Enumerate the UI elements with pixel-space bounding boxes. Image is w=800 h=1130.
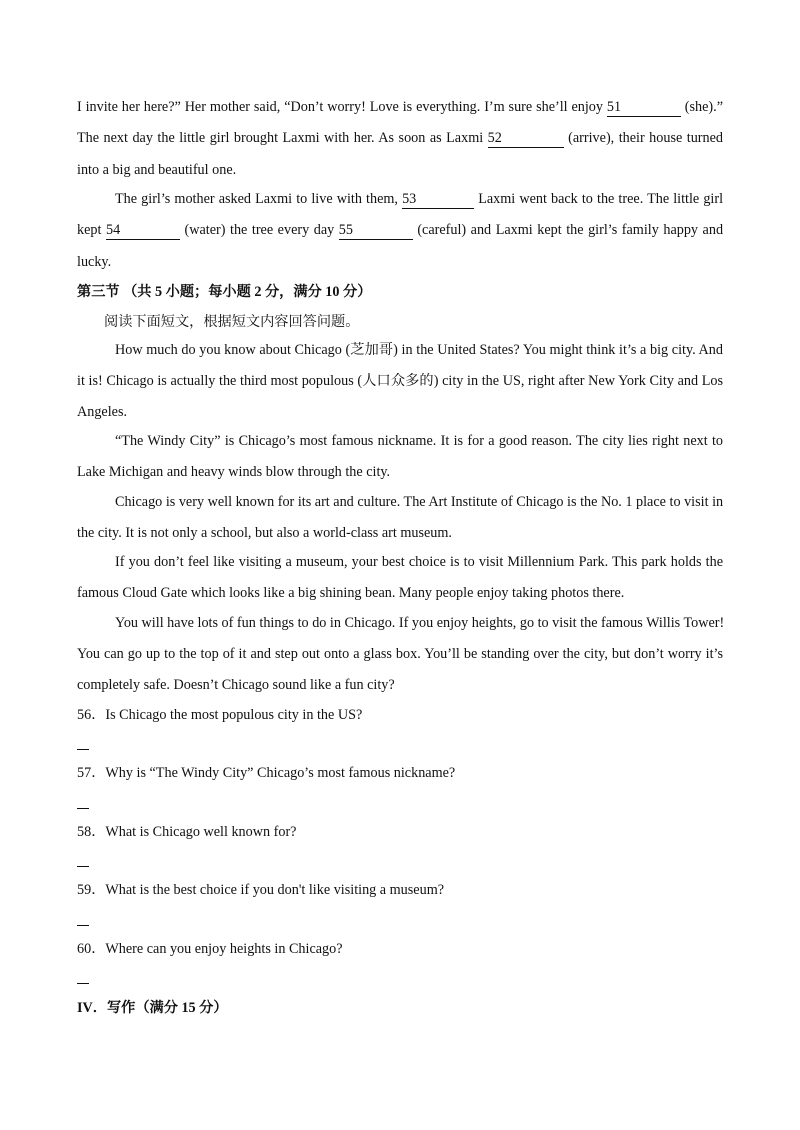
answer-line-57[interactable]	[77, 808, 89, 809]
story-line-4	[115, 189, 723, 209]
passage-line: You will have lots of fun things to do in Chicago. If you enjoy heights, go to visit the famous Willis Tower!	[115, 615, 725, 631]
passage-line: it is! Chicago is actually the third most populous (人口众多的) city in the US, right after New York City and Los	[77, 373, 723, 389]
blank-52: 52	[488, 130, 564, 148]
story-line-5	[77, 220, 723, 240]
passage-line: Chicago is very well known for its art and culture. The Art Institute of Chicago is the No. 1 place to visit in	[115, 494, 724, 510]
question-56: 56．Is Chicago the most populous city in the US?	[77, 707, 363, 723]
blank-51: 51	[607, 99, 681, 117]
story-line-1	[77, 97, 723, 117]
answer-line-56[interactable]	[77, 749, 89, 750]
story-line-3: into a big and beautiful one.	[77, 162, 237, 178]
question-59: 59．What is the best choice if you don't like visiting a museum?	[77, 882, 445, 898]
question-60: 60．Where can you enjoy heights in Chicago?	[77, 941, 343, 957]
passage-line: famous Cloud Gate which looks like a big shining bean. Many people enjoy taking photos there.	[77, 585, 625, 601]
passage-line: You can go up to the top of it and step out onto a glass box. You’ll be standing over the city, but don’t worry it’s	[77, 646, 723, 662]
blank-55: 55	[339, 222, 413, 240]
story-text: (arrive), their house turned	[568, 130, 724, 146]
passage-line: Lake Michigan and heavy winds blow through the city.	[77, 464, 391, 480]
blank-53: 53	[402, 191, 474, 209]
section-heading: 第三节 （共 5 小题；每小题 2 分，满分 10 分）	[77, 284, 372, 300]
writing-heading: IV．写作（满分 15 分）	[77, 1000, 228, 1016]
answer-line-58[interactable]	[77, 866, 89, 867]
story-text: (water) the tree every day	[184, 222, 335, 238]
story-text: (she).”	[684, 99, 723, 115]
passage-line: If you don’t feel like visiting a museum, your best choice is to visit Millennium Park. This park holds the	[115, 554, 723, 570]
passage-line: “The Windy City” is Chicago’s most famous nickname. It is for a good reason. The city lies right next to	[115, 433, 723, 449]
passage-line: How much do you know about Chicago (芝加哥) in the United States? You might think it’s a big city. And	[115, 342, 723, 358]
story-text: (careful) and Laxmi kept the girl’s family happy and	[417, 222, 724, 238]
answer-line-59[interactable]	[77, 925, 89, 926]
question-57: 57．Why is “The Windy City” Chicago’s most famous nickname?	[77, 765, 456, 781]
story-line-2	[77, 128, 723, 148]
passage-line: Angeles.	[77, 404, 128, 420]
passage-line: completely safe. Doesn’t Chicago sound like a fun city?	[77, 677, 395, 693]
answer-line-60[interactable]	[77, 983, 89, 984]
passage-line: the city. It is not only a school, but also a world-class art museum.	[77, 525, 452, 541]
blank-54: 54	[106, 222, 180, 240]
question-58: 58．What is Chicago well known for?	[77, 824, 297, 840]
story-text: I invite her here?” Her mother said, “Don’t worry! Love is everything. I’m sure she’ll enjoy	[77, 99, 603, 115]
story-text: The girl’s mother asked Laxmi to live with them,	[115, 191, 398, 207]
story-text: The next day the little girl brought Laxmi with her. As soon as Laxmi	[77, 130, 484, 146]
story-text: Laxmi went back to the tree. The little girl	[478, 191, 724, 207]
story-text: kept	[77, 222, 102, 238]
section-instruction: 阅读下面短文，根据短文内容回答问题。	[104, 314, 360, 330]
story-line-6: lucky.	[77, 254, 112, 270]
